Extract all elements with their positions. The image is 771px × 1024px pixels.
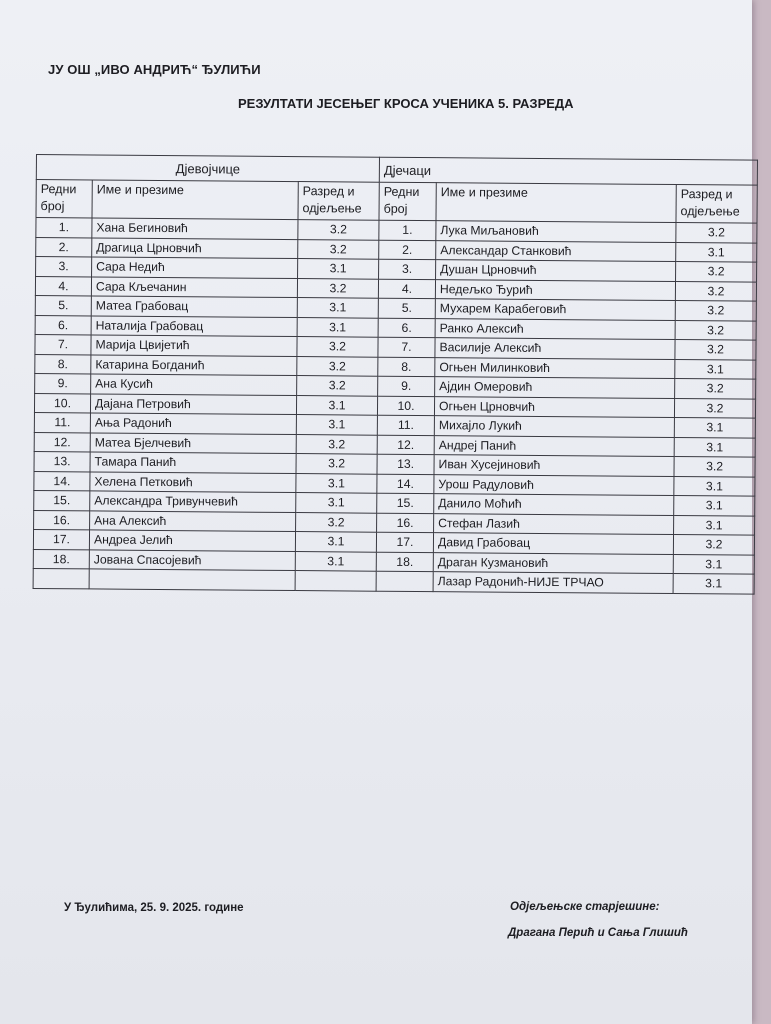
results-rows <box>33 218 757 594</box>
girl-class: 3.1 <box>296 395 377 415</box>
boy-class: 3.1 <box>675 359 756 379</box>
girl-rank: 7. <box>35 334 91 354</box>
girl-name: Ана Алексић <box>90 510 296 531</box>
girl-class: 3.2 <box>296 512 377 532</box>
boy-rank: 15. <box>377 493 434 513</box>
boy-class: 3.1 <box>676 242 757 262</box>
boy-rank: 14. <box>377 474 434 494</box>
boy-name: Огњен Црновчић <box>434 396 674 417</box>
girl-class: 3.1 <box>295 532 376 552</box>
boy-name: Драган Кузмановић <box>433 552 673 573</box>
boy-class: 3.1 <box>674 418 755 438</box>
girl-rank: 2. <box>36 237 92 257</box>
boy-class: 3.1 <box>673 574 754 594</box>
boy-class: 3.2 <box>675 281 756 301</box>
girl-name: Драгица Црновчић <box>92 237 298 258</box>
boy-rank: 6. <box>378 318 435 338</box>
boy-class: 3.2 <box>675 379 756 399</box>
girl-rank: 8. <box>35 354 91 374</box>
boy-rank: 2. <box>379 240 436 260</box>
boy-name: Лука Миљановић <box>436 221 676 242</box>
girl-name: Сара Недић <box>92 257 298 278</box>
boy-name: Михајло Лукић <box>434 416 674 437</box>
girl-name: Ана Кусић <box>91 374 297 395</box>
girl-name: Наталија Грабовац <box>91 315 297 336</box>
girl-class: 3.1 <box>295 551 376 571</box>
boy-name: Стефан Лазић <box>434 513 674 534</box>
girl-name: Матеа Грабовац <box>91 296 297 317</box>
boy-class: 3.2 <box>674 457 755 477</box>
girl-class: 3.2 <box>297 337 378 357</box>
boy-class: 3.1 <box>674 476 755 496</box>
boy-class: 3.2 <box>675 320 756 340</box>
girl-rank <box>33 568 89 588</box>
boy-class: 3.2 <box>676 223 757 243</box>
girl-rank: 16. <box>34 510 90 530</box>
boy-name: Душан Црновчић <box>436 260 676 281</box>
school-name: ЈУ ОШ „ИВО АНДРИЋ“ ЂУЛИЋИ <box>48 62 261 77</box>
boys-group-header: Дјечаци <box>379 157 757 185</box>
girls-group-header: Дјевојчице <box>36 155 379 183</box>
girl-rank: 9. <box>35 373 91 393</box>
boy-rank: 3. <box>379 259 436 279</box>
girl-class <box>295 571 376 591</box>
boy-class: 3.2 <box>675 340 756 360</box>
girl-name: Дајана Петровић <box>90 393 296 414</box>
girl-name: Матеа Бјелчевић <box>90 432 296 453</box>
girl-name: Катарина Богданић <box>91 354 297 375</box>
girl-class: 3.2 <box>297 376 378 396</box>
boy-name: Александар Станковић <box>436 240 676 261</box>
girl-class: 3.2 <box>297 278 378 298</box>
boy-rank: 16. <box>377 513 434 533</box>
boy-name: Мухарем Карабеговић <box>435 299 675 320</box>
girl-name: Андреа Јелић <box>89 530 295 551</box>
boy-name: Василије Алексић <box>435 338 675 359</box>
girl-class: 3.2 <box>298 220 379 240</box>
boy-rank: 7. <box>378 337 435 357</box>
girl-class: 3.2 <box>296 434 377 454</box>
girl-name: Тамара Панић <box>90 452 296 473</box>
girl-rank: 14. <box>34 471 90 491</box>
boy-name: Ајдин Омеровић <box>435 377 675 398</box>
boy-rank: 4. <box>378 279 435 299</box>
boy-name: Иван Хусејиновић <box>434 455 674 476</box>
girl-name: Хелена Петковић <box>90 471 296 492</box>
boy-rank: 1. <box>379 220 436 240</box>
girl-class: 3.1 <box>296 415 377 435</box>
girl-class: 3.2 <box>296 454 377 474</box>
boy-rank: 17. <box>376 532 433 552</box>
signatory-names: Драгана Перић и Сања Глишић <box>508 927 688 939</box>
boy-name: Огњен Милинковић <box>435 357 675 378</box>
boy-name: Недељко Ђурић <box>435 279 675 300</box>
boy-class: 3.2 <box>676 262 757 282</box>
boy-rank <box>376 571 433 591</box>
girls-rank-header: Редни број <box>36 180 92 218</box>
boy-class: 3.2 <box>675 301 756 321</box>
girl-name: Марија Цвијетић <box>91 335 297 356</box>
girl-class: 3.1 <box>296 493 377 513</box>
boy-name: Данило Моћић <box>434 494 674 515</box>
girl-rank: 6. <box>35 315 91 335</box>
boy-rank: 5. <box>378 298 435 318</box>
girl-rank: 11. <box>34 412 90 432</box>
girls-name-header: Име и презиме <box>92 180 298 220</box>
girl-rank: 18. <box>33 549 89 569</box>
boy-name: Лазар Радонић-НИЈЕ ТРЧАО <box>433 572 673 593</box>
boy-name: Урош Радуловић <box>434 474 674 495</box>
girl-name: Јована Спасојевић <box>89 549 295 570</box>
boy-class: 3.1 <box>674 496 755 516</box>
boys-rank-header: Редни број <box>379 182 436 220</box>
girl-name: Александра Тривунчевић <box>90 491 296 512</box>
girl-rank: 4. <box>35 276 91 296</box>
place-date: У Ђулићима, 25. 9. 2025. године <box>64 902 244 914</box>
girl-class: 3.2 <box>297 356 378 376</box>
girl-rank: 5. <box>35 295 91 315</box>
boy-rank: 13. <box>377 454 434 474</box>
girl-name <box>89 569 295 590</box>
boy-name: Андреј Панић <box>434 435 674 456</box>
girl-class: 3.1 <box>296 473 377 493</box>
girl-class: 3.1 <box>297 317 378 337</box>
girl-rank: 13. <box>34 451 90 471</box>
girl-rank: 12. <box>34 432 90 452</box>
girl-name: Ања Радонић <box>90 413 296 434</box>
girl-rank: 17. <box>33 529 89 549</box>
document-title: РЕЗУЛТАТИ ЈЕСЕЊЕГ КРОСА УЧЕНИКА 5. РАЗРЕДА <box>238 96 574 111</box>
boys-name-header: Име и презиме <box>436 183 676 223</box>
girl-name: Хана Бегиновић <box>92 218 298 239</box>
boy-class: 3.1 <box>674 515 755 535</box>
boy-rank: 10. <box>377 396 434 416</box>
column-header-row <box>36 180 757 224</box>
boy-rank: 9. <box>378 376 435 396</box>
girl-rank: 3. <box>36 257 92 277</box>
girl-class: 3.1 <box>297 298 378 318</box>
girl-class: 3.2 <box>298 239 379 259</box>
boy-rank: 11. <box>377 415 434 435</box>
boy-class: 3.1 <box>673 554 754 574</box>
girl-rank: 15. <box>34 490 90 510</box>
boy-rank: 18. <box>376 552 433 572</box>
boy-class: 3.2 <box>673 535 754 555</box>
girl-name: Сара Кљечанин <box>91 276 297 297</box>
boy-name: Давид Грабовац <box>433 533 673 554</box>
boy-rank: 12. <box>377 435 434 455</box>
boy-class: 3.2 <box>674 398 755 418</box>
girl-rank: 1. <box>36 218 92 238</box>
boy-rank: 8. <box>378 357 435 377</box>
girl-class: 3.1 <box>298 259 379 279</box>
boy-class: 3.1 <box>674 437 755 457</box>
signatory-role: Одјељењске старјешине: <box>510 901 660 913</box>
boys-class-header: Разред и одјељење <box>676 185 757 224</box>
girls-class-header: Разред и одјељење <box>298 182 379 221</box>
girl-rank: 10. <box>34 393 90 413</box>
results-table <box>33 154 758 594</box>
boy-name: Ранко Алексић <box>435 318 675 339</box>
